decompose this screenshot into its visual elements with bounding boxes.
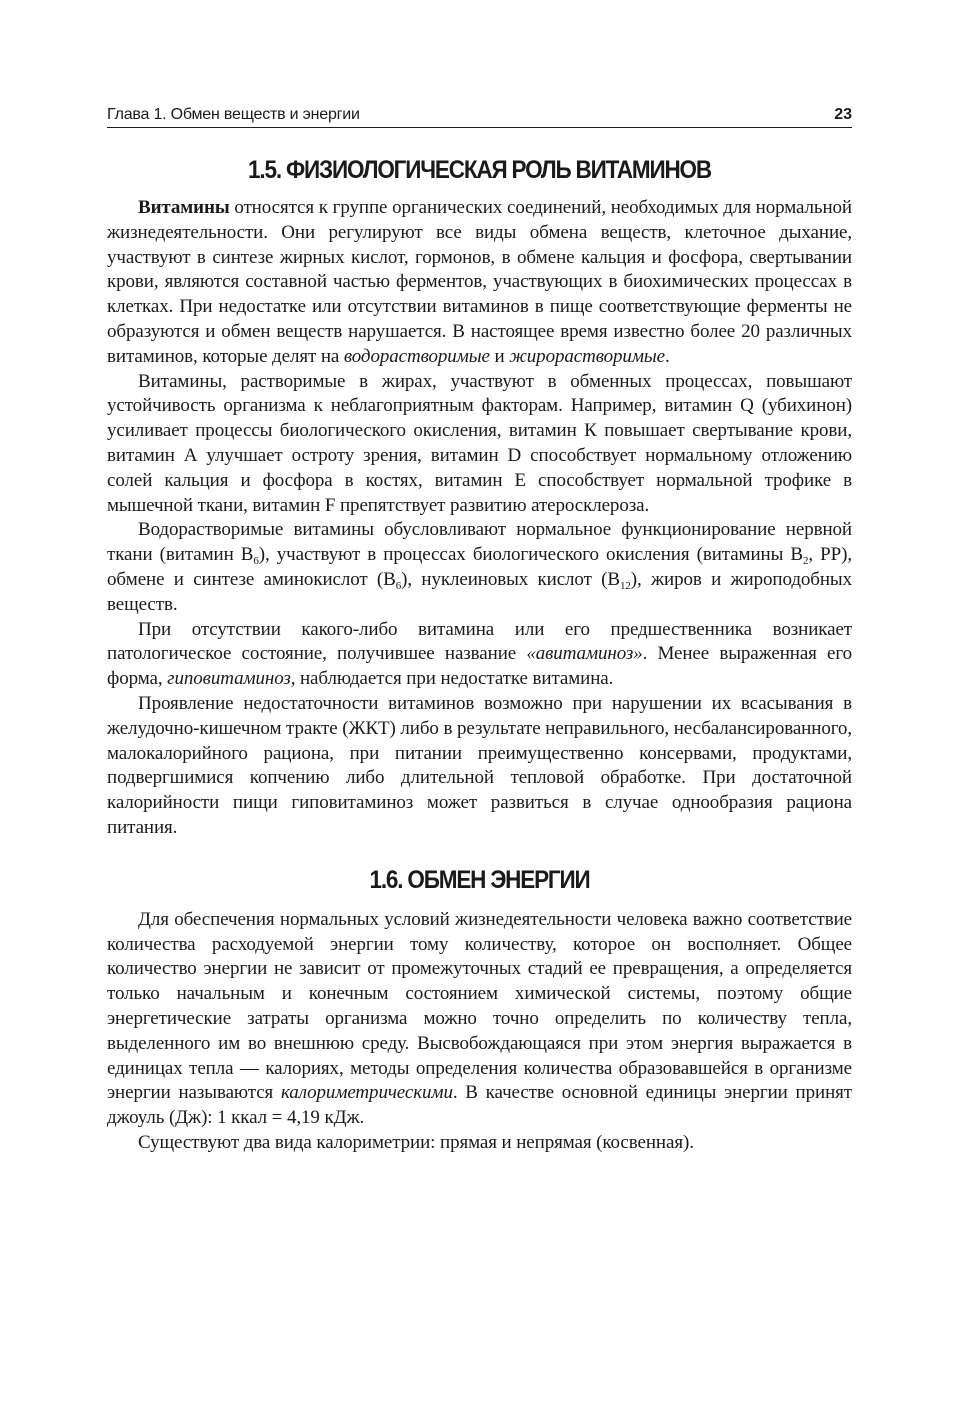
paragraph-water-soluble — [107, 518, 852, 617]
term-avitaminosis: «авитаминоз» — [526, 643, 643, 665]
subscript: 12 — [619, 579, 631, 592]
paragraph-text: . В качестве основной единицы энергии принят джоуль (Дж): 1 ккал = 4,19 кДж. — [107, 1082, 852, 1129]
page-content — [107, 150, 852, 1156]
paragraph-text: При отсутствии какого-либо витамина или его предшественника возникает патологическое состояние, получившее название — [107, 618, 852, 665]
paragraph-avitaminosis — [107, 618, 852, 692]
subscript: 2 — [802, 555, 809, 568]
paragraph-fat-soluble: Витамины, растворимые в жирах, участвуют в обменных процессах, повышают устойчивость организма к неблагоприятным факторам. Например, витамин Q (убихинон) усиливает процессы биологического окисления, витамин К повышает свертывание крови, витамин А улучшает остроту зрения, витамин D способствует нормальному отложению солей кальция и фосфора в костях, витамин Е способствует нормальной трофике в мышечной ткани, витамин F препятствует развитию атеросклероза. — [107, 370, 852, 516]
page-number: 23 — [834, 106, 852, 123]
section-title-energy: 1.6. ОБМЕН ЭНЕРГИИ — [369, 865, 590, 894]
paragraph-text: Для обеспечения нормальных условий жизнедеятельности человека важно соответствие количества расходуемой энергии тому количеству, которое он восполняет. Общее количество энергии не зависит от промежуточных стадий ее превращения, а определяется только начальным и конечным состоянием химической системы, поэтому общие энергетические затраты организма можно точно определить по количеству тепла, выделенного им во внешнюю среду. Высвобождающаяся при этом энергия выражается в единицах тепла — калориях, методы определения количества образовавшейся в организме энергии называются — [107, 908, 852, 1104]
chapter-title: Глава 1. Обмен веществ и энергии — [107, 106, 360, 123]
paragraph-text: . — [664, 345, 670, 367]
term-hypovitaminosis: гиповитаминоз — [167, 668, 291, 690]
paragraph-text: , наблюдается при недостатке витамина. — [290, 668, 614, 690]
paragraph-deficiency: Проявление недостаточности витаминов возможно при нарушении их всасывания в желудочно-кишечном тракте (ЖКТ) либо в результате неправильного, несбалансированного, малокалорийного рациона, при питании преимущественно консервами, продуктами, подвергшимися копчению либо длительной тепловой обработке. При достаточной калорийности пищи гиповитаминоз может развиться в случае однообразия рациона питания. — [107, 692, 852, 838]
paragraph-calorimetry-types: Существуют два вида калориметрии: прямая и непрямая (косвенная). — [138, 1131, 694, 1153]
paragraph-text: и — [489, 345, 510, 367]
term-water-soluble: водорастворимые — [343, 345, 490, 367]
paragraph-text: ), участвуют в процессах биологического окисления (витамины В — [258, 544, 803, 566]
running-header — [107, 101, 852, 128]
paragraph-vitamins-definition — [107, 196, 852, 370]
paragraph-text: ), жиров и жироподобных веществ. — [107, 568, 852, 615]
paragraph-text: ), нуклеиновых кислот (В — [401, 568, 620, 590]
paragraph-text: Водорастворимые витамины обусловливают нормальное функционирование нервной ткани (витамин В — [107, 519, 852, 566]
paragraph-text: , PP), обмене и синтезе аминокислот (В — [107, 544, 852, 590]
paragraph-text: . Менее выраженная его форма, — [107, 643, 852, 690]
term-fat-soluble: жирорастворимые — [509, 345, 665, 367]
term-vitamins: Витамины — [138, 197, 230, 218]
paragraph-energy-exchange — [107, 908, 852, 1131]
subscript: 6 — [395, 579, 402, 592]
term-calorimetric: калориметрическими — [280, 1082, 453, 1104]
paragraph-text: относятся к группе органических соединений, необходимых для нормальной жизнедеятельности. Они регулируют все виды обмена веществ, клеточное дыхание, участвуют в синтезе жирных кислот, гормонов, в обмене кальция и фосфора, свертывании крови, являются составной частью ферментов, участвующих в биохимических процессах в клетках. При недостатке или отсутствии витаминов в пище соответствующие ферменты не образуются и обмен веществ нарушается. В настоящее время известно более 20 различных витаминов, которые делят на — [107, 197, 852, 367]
subscript: 6 — [253, 555, 259, 568]
section-title-vitamins: 1.5. ФИЗИОЛОГИЧЕСКАЯ РОЛЬ ВИТАМИНОВ — [248, 156, 711, 184]
